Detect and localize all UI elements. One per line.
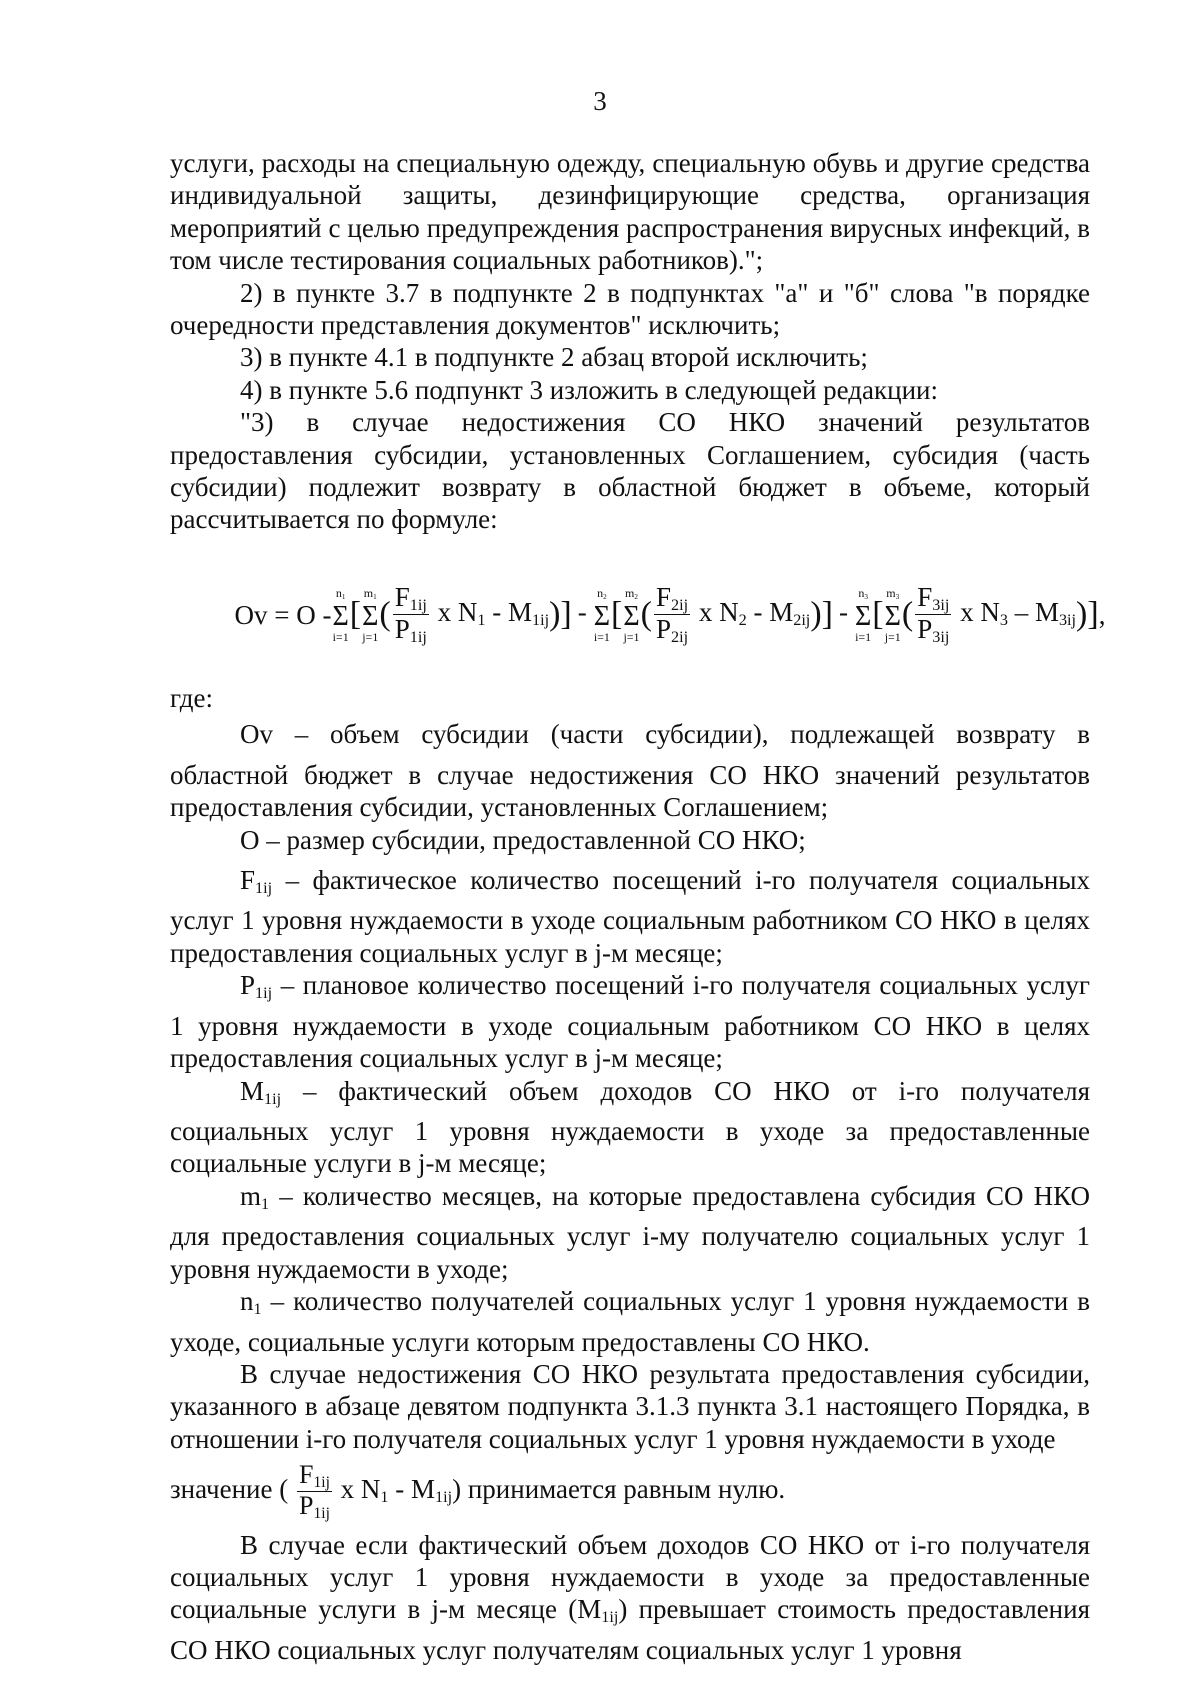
- intro-paragraph: 4) в пункте 5.6 подпункт 3 изложить в следующей редакции:: [240, 374, 938, 405]
- definition-text: – количество месяцев, на которые предоставлена субсидия СО НКО для предоставления социальных услуг i-му получателю социальных услуг 1 уровня нуждаемости в уходе;: [170, 1180, 1090, 1284]
- definition-symbol: P: [240, 970, 256, 1001]
- definition-symbol: O: [240, 824, 260, 855]
- definition-symbol: n: [240, 1286, 254, 1317]
- formula-term: $n_3$ Σ i=1 [ $m_3$ Σ j=1 ( $\frac{F_{3ij}}{P_{3ij}}$ x $N_3 - M_{3ij}$)]: [854, 582, 1099, 647]
- formula-fraction: $\frac{F_{2ij}}{P_{2ij}}$: [655, 582, 689, 647]
- return-formula: [210, 550, 1130, 680]
- definition-text: – объем субсидии (части субсидии), подлежащей возврату в областной бюджет в случае недостижения СО НКО значений результатов предоставления субсидии, установленных Соглашением;: [170, 719, 1090, 823]
- page-number: 3: [593, 86, 607, 116]
- definition-item: $F_{1ij}$ – фактическое количество посещений i-го получателя социальных услуг 1 уровня нуждаемости в уходе социальным работником СО НКО в целях предоставления социальных услуг в j-м месяце;: [170, 865, 1090, 968]
- definition-item: $M_{1ij}$ – фактический объем доходов СО НКО от i-го получателя социальных услуг 1 уровня нуждаемости в уходе за предоставленные социальные услуги в j-м месяце;: [170, 1075, 1090, 1179]
- intro-paragraph: 2) в пункте 3.7 в подпункте 2 в подпунктах "а" и "б" слова "в порядке очередности представления документов" исключить;: [170, 277, 1090, 341]
- definition-text: – фактический объем доходов СО НКО от i-го получателя социальных услуг 1 уровня нуждаемости в уходе за предоставленные социальные услуги в j-м месяце;: [170, 1075, 1090, 1179]
- intro-paragraphs: [170, 147, 1090, 536]
- formula-fraction: $\frac{F_{3ij}}{P_{3ij}}$: [917, 582, 950, 647]
- definition-symbol: Ov: [240, 719, 273, 750]
- formula-fraction: $\frac{F_{1ij}}{P_{1ij}}$: [394, 582, 427, 647]
- definition-text: – плановое количество посещений i-го получателя социальных услуг 1 уровня нуждаемости в уходе социальным работником СО НКО в целях предоставления социальных услуг в j-м месяце;: [170, 970, 1090, 1074]
- formula-term: $n_2$ Σ i=1 [ $m_2$ Σ j=1 ( $\frac{F_{2ij}}{P_{2ij}}$ x $N_2 - M_{2ij}$)] -: [593, 582, 848, 647]
- paragraph-case-not-achieved: В случае недостижения СО НКО результата предоставления субсидии, указанного в абзаце девятом подпункта 3.1.3 пункта 3.1 настоящего Порядка, в отношении i-го получателя социальных услуг 1 уровня нуждаемости в уходе: [170, 1358, 1090, 1454]
- sum-operator: $n_2$ Σ i=1: [593, 585, 611, 644]
- paragraph-value-zero: значение ( $\frac{F_{1ij}}{P_{1ij}}$ x $N_1 - M_{1ij}$) принимается равным нулю.: [170, 1460, 786, 1523]
- definition-item: [170, 824, 1090, 864]
- formula-term: $n_1$ Σ i=1 [ $m_1$ Σ j=1 ( $\frac{F_{1ij}}{P_{1ij}}$ x $N_1 - M_{1ij}$)] -: [332, 582, 587, 647]
- value-fraction: $\frac{F_{1ij}}{P_{1ij}}$: [298, 1460, 330, 1523]
- definition-item: $n_1$ – количество получателей социальных услуг 1 уровня нуждаемости в уходе, социальные услуги которым предоставлены СО НКО.: [170, 1286, 1090, 1357]
- definition-text: – фактическое количество посещений i-го получателя социальных услуг 1 уровня нуждаемости в уходе социальным работником СО НКО в целях предоставления социальных услуг в j-м месяце;: [170, 865, 1090, 968]
- definition-item: [170, 718, 1090, 823]
- definition-text: – размер субсидии, предоставленной СО НКО;: [259, 824, 806, 855]
- intro-paragraph: "3) в случае недостижения СО НКО значений результатов предоставления субсидии, установленных Соглашением, субсидия (часть субсидии) подлежит возврату в областной бюджет в объеме, который рассчитывается по формуле:: [170, 407, 1090, 535]
- formula-terms: [332, 583, 1099, 646]
- formula-end: ,: [1098, 599, 1106, 630]
- definition-symbol: M: [240, 1075, 265, 1106]
- sum-operator: $m_1$ Σ j=1: [362, 585, 379, 644]
- intro-paragraph: 3) в пункте 4.1 в подпункте 2 абзац второй исключить;: [240, 342, 868, 373]
- sum-operator: $m_3$ Σ j=1: [884, 585, 901, 644]
- formula-lhs: Ov = O -: [234, 599, 332, 630]
- intro-paragraph: услуги, расходы на специальную одежду, специальную обувь и другие средства индивидуальной защиты, дезинфицирующие средства, организация мероприятий с целью предупреждения распространения вирусных инфекций, в том числе тестирования социальных работников).";: [170, 148, 1090, 276]
- definition-symbol: F: [240, 865, 256, 895]
- document-body: [170, 147, 1106, 1666]
- sum-operator: $n_3$ Σ i=1: [854, 585, 872, 644]
- definition-text: – количество получателей социальных услуг 1 уровня нуждаемости в уходе, социальные услуги которым предоставлены СО НКО.: [170, 1286, 1090, 1357]
- definition-item: $P_{1ij}$ – плановое количество посещений i-го получателя социальных услуг 1 уровня нуждаемости в уходе социальным работником СО НКО в целях предоставления социальных услуг в j-м месяце;: [170, 970, 1090, 1074]
- definition-symbol: m: [240, 1180, 262, 1211]
- where-label: где:: [170, 682, 213, 713]
- definition-item: $m_1$ – количество месяцев, на которые предоставлена субсидия СО НКО для предоставления социальных услуг i-му получателю социальных услуг 1 уровня нуждаемости в уходе;: [170, 1180, 1090, 1284]
- sum-operator: $m_2$ Σ j=1: [623, 585, 640, 644]
- paragraph-income-exceeds: В случае если фактический объем доходов СО НКО от i-го получателя социальных услуг 1 уровня нуждаемости в уходе за предоставленные социальные услуги в j-м месяце $(M_{1ij})$ превышает стоимость предоставления СО НКО социальных услуг получателям социальных услуг 1 уровня: [170, 1529, 1091, 1665]
- sum-operator: $n_1$ Σ i=1: [332, 585, 349, 644]
- definitions-list: [170, 718, 1090, 1358]
